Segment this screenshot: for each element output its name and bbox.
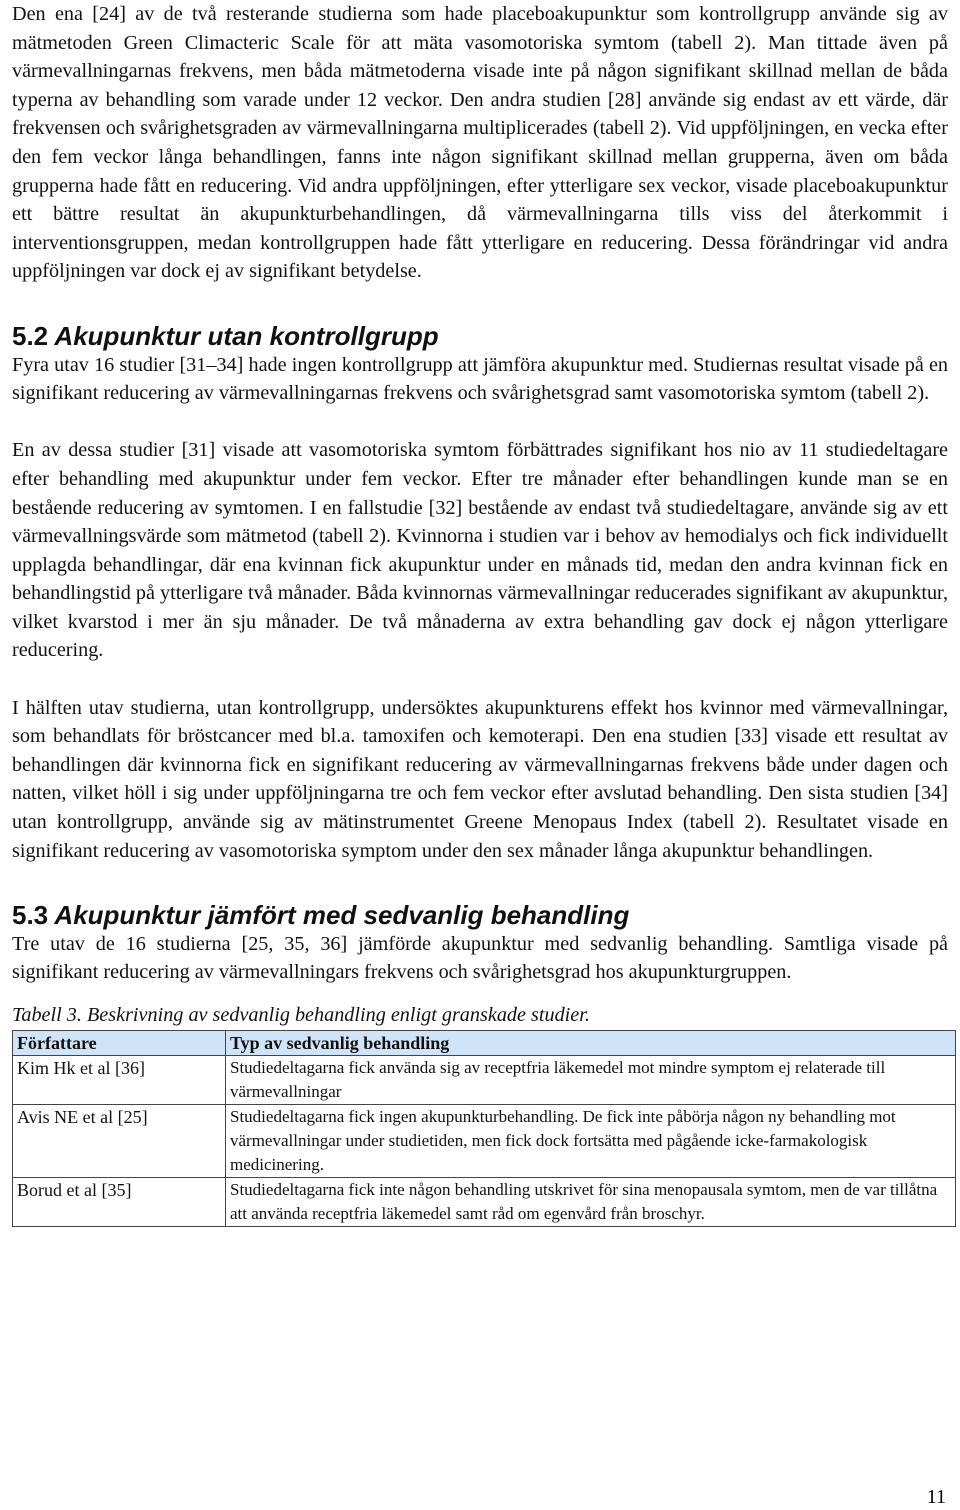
table-header-row	[13, 1030, 956, 1055]
author-cell: Borud et al [35]	[13, 1177, 226, 1226]
paragraph: En av dessa studier [31] visade att vasomotoriska symtom förbättrades signifikant hos nio av 11 studiedeltagare efter behandling med akupunktur under fem veckor. Efter tre månader efter behandlingen kunde man se en bestående reducering av symtomen. I en fallstudie [32] bestående av endast två studiedeltagare, använde sig av ett värmevallningsvärde som mätmetod (tabell 2). Kvinnorna i studien var i behov av hemodialys och fick individuellt upplagda behandlingar, där ena kvinnan fick akupunktur under en månads tid, medan den andra kvinnan fick en behandlingstid på ytterligare två månader. Båda kvinnornas värmevallningar reducerades signifikant av akupunktur, vilket kvarstod i mer än sju månader. De två månaderna av extra behandling gav dock ej någon ytterligare reducering.	[12, 439, 948, 662]
paragraph: Tre utav de 16 studierna [25, 35, 36] jämförde akupunktur med sedvanlig behandling. Samtliga visade på signifikant reducering av värmevallningars frekvens och svårighetsgrad hos akupunkturgruppen.	[12, 932, 948, 984]
treatment-cell: Studiedeltagarna fick ingen akupunkturbehandling. De fick inte påbörja någon ny behandling mot värmevallningar under studietiden, men fick dock fortsätta med pågående icke-farmakologisk medicinering.	[226, 1104, 956, 1177]
author-cell: Kim Hk et al [36]	[13, 1055, 226, 1104]
treatment-cell: Studiedeltagarna fick inte någon behandling utskrivet för sina menopausala symtom, men de var tillåtna att använda receptfria läkemedel samt råd om egenvård från broschyr.	[226, 1177, 956, 1226]
table-caption: Tabell 3. Beskrivning av sedvanlig behandling enligt granskade studier.	[12, 1004, 590, 1026]
author-cell: Avis NE et al [25]	[13, 1104, 226, 1177]
section-number: 5.3	[12, 899, 49, 930]
section-title: Akupunktur jämfört med sedvanlig behandling	[54, 899, 630, 930]
column-header-treatment: Typ av sedvanlig behandling	[226, 1030, 956, 1055]
section-heading-5-3	[12, 900, 948, 930]
intro-paragraph: Den ena [24] av de två resterande studierna som hade placeboakupunktur som kontrollgrupp använde sig av mätmetoden Green Climacteric Scale för att mäta vasomotoriska symtom (tabell 2). Man tittade även på värmevallningarnas frekvens, men båda mätmetoderna visade inte på någon signifikant skillnad mellan de båda typerna av behandling som varade under 12 veckor. Den andra studien [28] använde sig endast av ett värde, där frekvensen och svårighetsgraden av värmevallningarna multiplicerades (tabell 2). Vid uppföljningen, en vecka efter den fem veckor långa behandlingen, fanns inte någon signifikant skillnad mellan grupperna, även om båda grupperna hade fått en reducering. Vid andra uppföljningen, efter ytterligare sex veckor, visade placeboakupunktur ett bättre resultat än akupunkturbehandlingen, då värmevallningarna tills viss del återkommit i interventionsgruppen, medan kontrollgruppen hade fått ytterligare en reducering. Dessa förändringar vid andra uppföljningen var dock ej av signifikant betydelse.	[12, 3, 948, 283]
paragraph: I hälften utav studierna, utan kontrollgrupp, undersöktes akupunkturens effekt hos kvinnor med värmevallningar, som behandlats för bröstcancer med bl.a. tamoxifen och kemoterapi. Den ena studien [33] visade ett resultat av behandlingen där kvinnorna fick en signifikant reducering av värmevallningarnas frekvens både under dagen och natten, vilket höll i sig under uppföljningarna tre och fem veckor efter avslutad behandling. Den sista studien [34] utan kontrollgrupp, använde sig av mätinstrumentet Greene Menopaus Index (tabell 2). Resultatet visade en signifikant reducering av vasomotoriska symptom under den sex månader långa akupunktur behandlingen.	[12, 696, 948, 862]
treatment-cell: Studiedeltagarna fick använda sig av receptfria läkemedel mot mindre symptom ej relaterade till värmevallningar	[226, 1055, 956, 1104]
section-heading-5-2	[12, 321, 948, 351]
table-row	[13, 1055, 956, 1104]
section-number: 5.2	[12, 320, 49, 351]
column-header-author: Författare	[13, 1030, 226, 1055]
document-page	[12, 0, 948, 1227]
page-number: 11	[926, 1486, 946, 1508]
table-row	[13, 1104, 956, 1177]
table-3	[12, 1030, 956, 1227]
paragraph: Fyra utav 16 studier [31–34] hade ingen kontrollgrupp att jämföra akupunktur med. Studiernas resultat visade på en signifikant reducering av värmevallningarnas frekvens och svårighetsgrad samt vasomotoriska symtom (tabell 2).	[12, 353, 948, 405]
table-row	[13, 1177, 956, 1226]
section-title: Akupunktur utan kontrollgrupp	[54, 320, 439, 351]
